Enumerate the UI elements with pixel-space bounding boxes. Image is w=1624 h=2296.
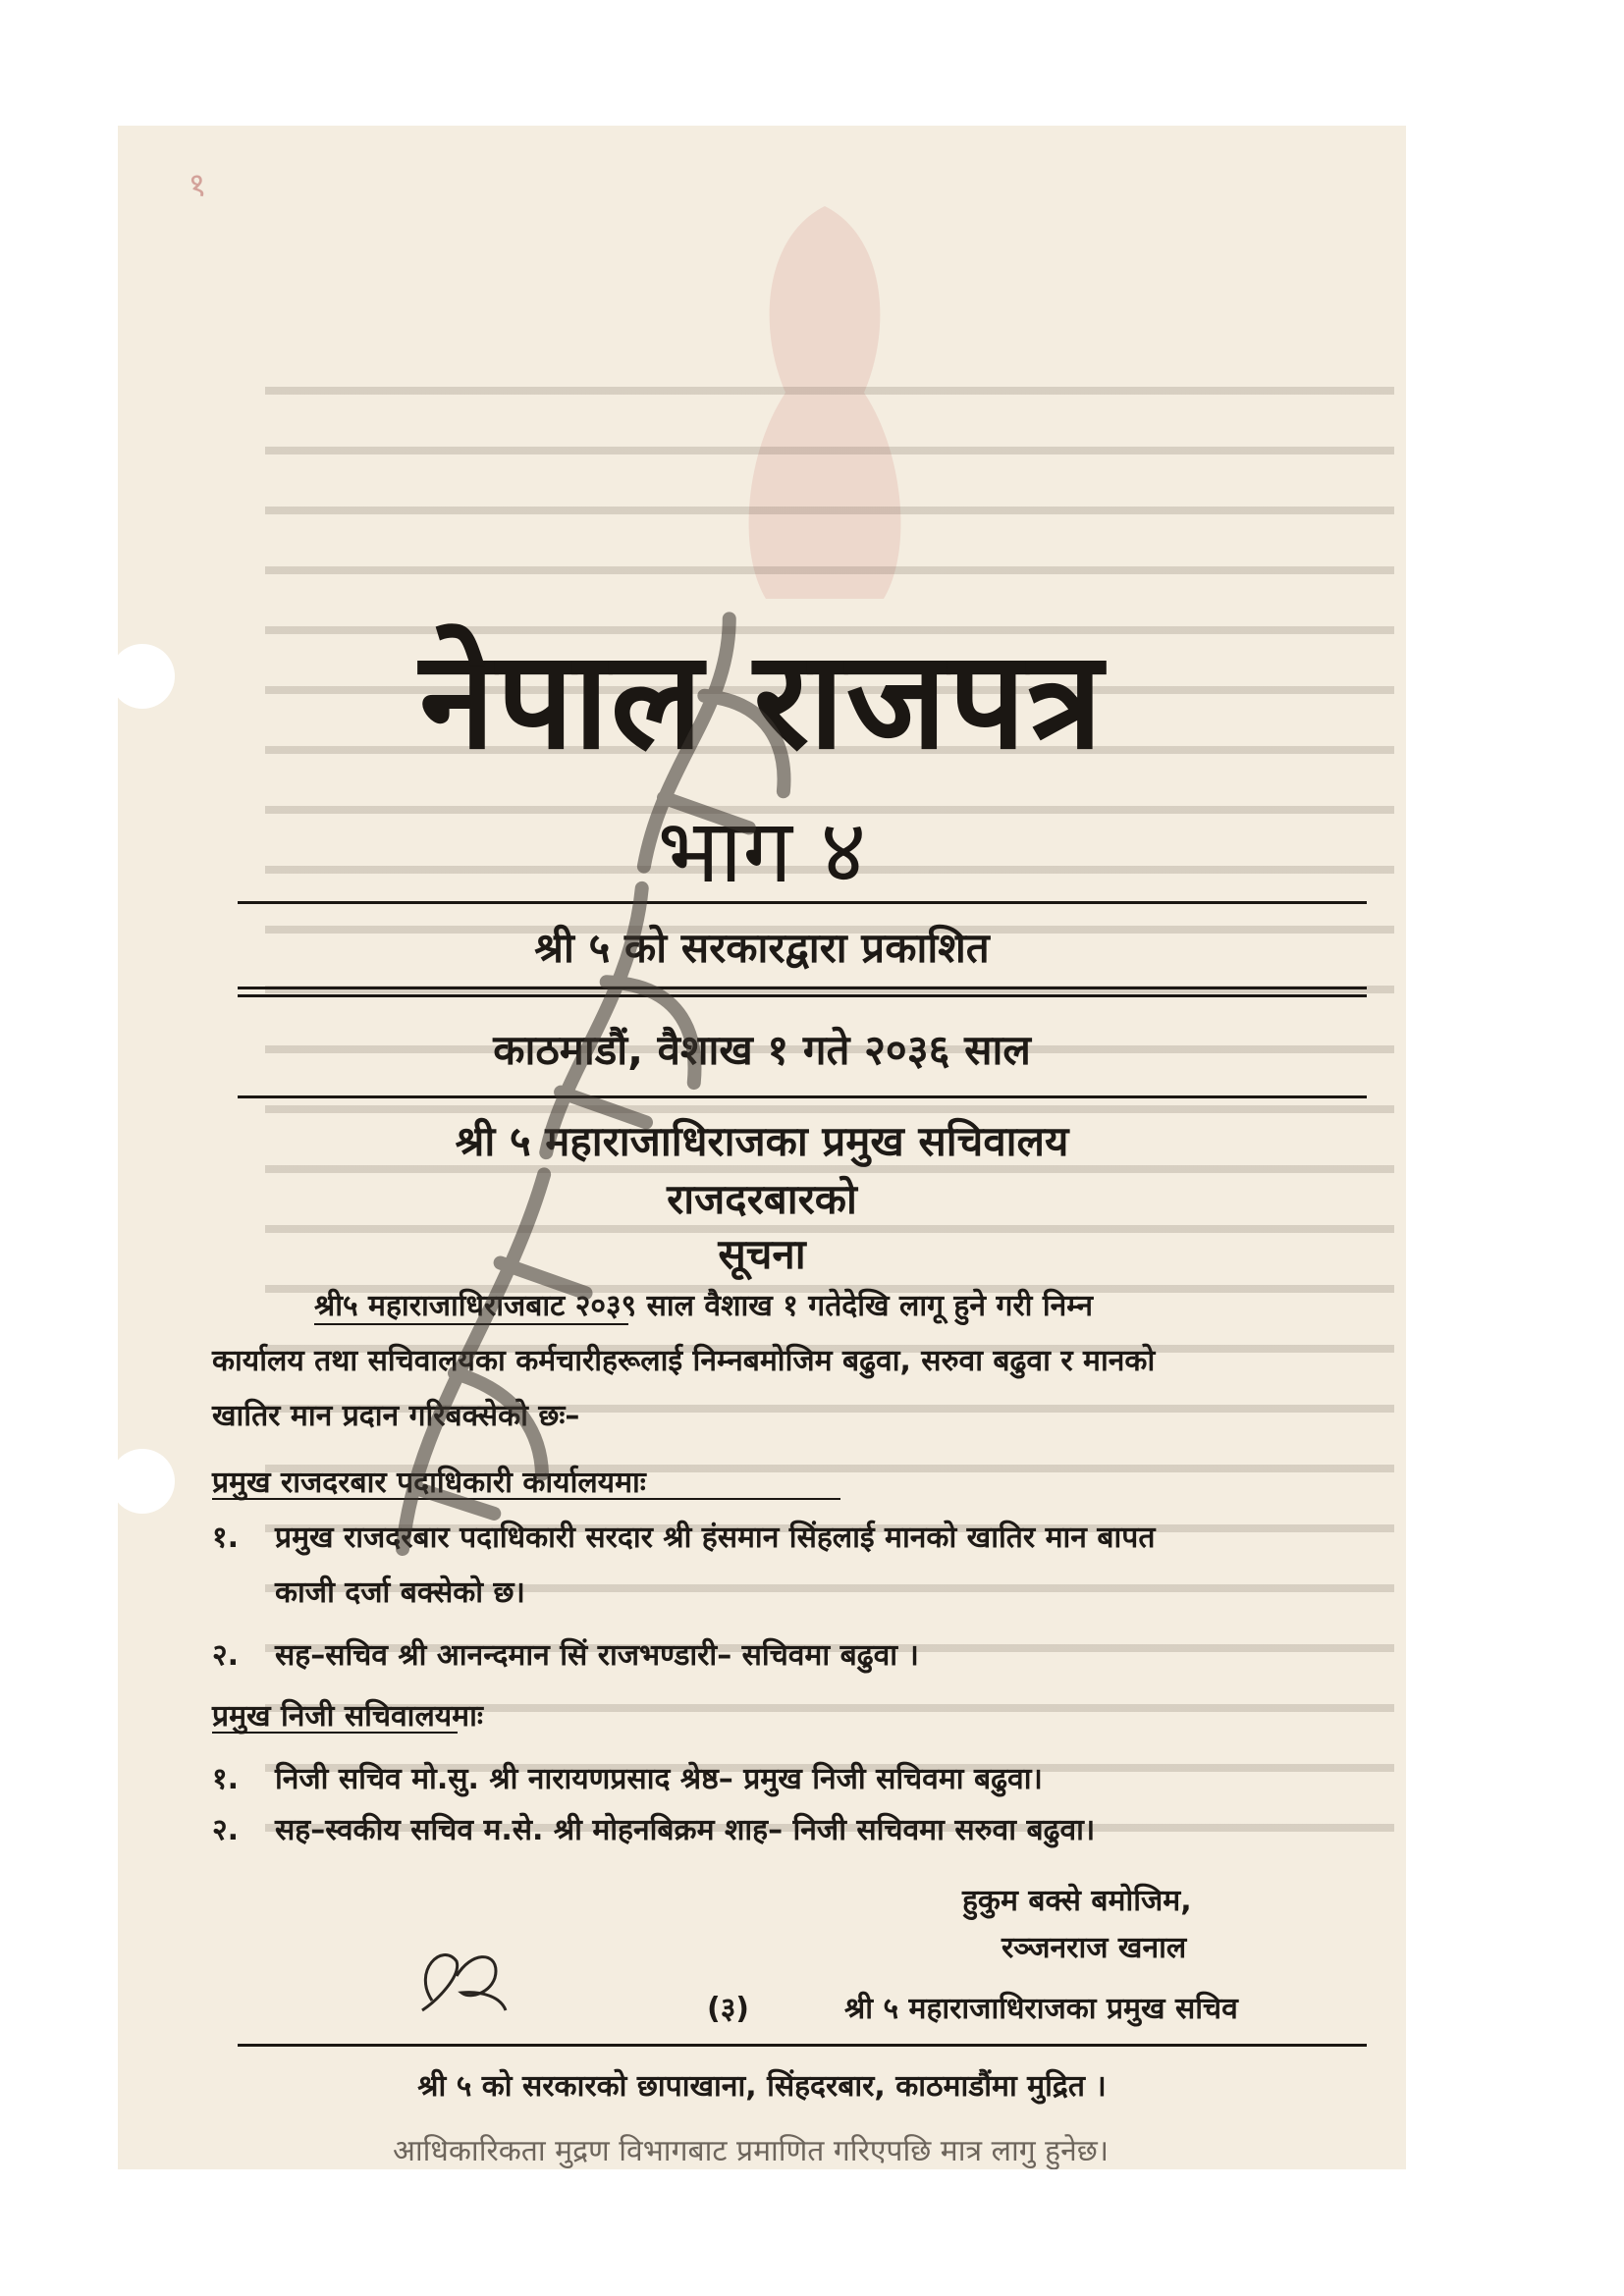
publisher-line: श्री ५ को सरकारद्वारा प्रकाशित (534, 924, 990, 972)
notice-heading: सूचना (718, 1230, 806, 1278)
notice-office: श्री ५ महाराजाधिराजका प्रमुख सचिवालय (455, 1117, 1069, 1165)
gazette-title: नेपाल राजपत्र (419, 619, 1105, 779)
section-underline (212, 1498, 840, 1500)
item-number: २. (212, 1638, 239, 1673)
handwritten-initials (403, 1932, 520, 2020)
item-number: १. (212, 1521, 239, 1555)
divider (238, 1095, 1367, 1098)
notice-subtitle: राजदरबारको (667, 1175, 857, 1223)
punch-hole (118, 1449, 175, 1514)
item-text: निजी सचिव मो.सु. श्री नारायणप्रसाद श्रेष्ठ– प्रमुख निजी सचिवमा बढुवा। (275, 1762, 1043, 1796)
dateline: काठमाडौं, वैशाख १ गते २०३६ साल (493, 1026, 1031, 1074)
handwritten-page-number: १ (186, 164, 210, 207)
notice-intro-line: श्री५ महाराजाधिराजबाट २०३९ साल वैशाख १ गतेदेखि लागू हुने गरी निम्न (314, 1289, 1094, 1323)
notice-intro-line: कार्यालय तथा सचिवालयका कर्मचारीहरूलाई निम्नबमोजिम बढुवा, सरुवा बढुवा र मानको (212, 1344, 1156, 1378)
divider (238, 994, 1367, 997)
item-text: प्रमुख राजदरबार पदाधिकारी सरदार श्री हंसमान सिंहलाई मानको खातिर मान बापत (275, 1521, 1156, 1555)
page-number: (३) (707, 1992, 750, 2026)
item-text: सह–स्वकीय सचिव म.से. श्री मोहनबिक्रम शाह– निजी सचिवमा सरुवा बढुवा। (275, 1813, 1096, 1847)
item-number: २. (212, 1813, 239, 1847)
notice-intro-line: खातिर मान प्रदान गरिबक्सेको छः– (212, 1399, 580, 1433)
item-text: काजी दर्जा बक्सेको छ। (275, 1575, 525, 1610)
item-text: सह–सचिव श्री आनन्दमान सिं राजभण्डारी– सचिवमा बढुवा । (275, 1638, 919, 1673)
printer-line: श्री ५ को सरकारको छापाखाना, सिंहदरबार, काठमाडौंमा मुद्रित । (417, 2069, 1107, 2104)
section-underline (212, 1732, 458, 1734)
divider (238, 901, 1367, 904)
scanned-gazette-page (118, 126, 1406, 2169)
divider (238, 987, 1367, 989)
signer-name: रञ्जनराज खनाल (1001, 1931, 1187, 1965)
item-number: १. (212, 1762, 239, 1796)
gazette-part: भाग ४ (657, 800, 867, 903)
authentication-note: आधिकारिकता मुद्रण विभागबाट प्रमाणित गरिएपछि मात्र लागु हुनेछ। (393, 2134, 1110, 2168)
signer-title: श्री ५ महाराजाधिराजका प्रमुख सचिव (844, 1992, 1238, 2026)
section-heading: प्रमुख निजी सचिवालयमाः (212, 1699, 483, 1734)
section-heading: प्रमुख राजदरबार पदाधिकारी कार्यालयमाः (212, 1466, 646, 1500)
divider (238, 2044, 1367, 2047)
order-line: हुकुम बक्से बमोजिम, (962, 1884, 1192, 1918)
